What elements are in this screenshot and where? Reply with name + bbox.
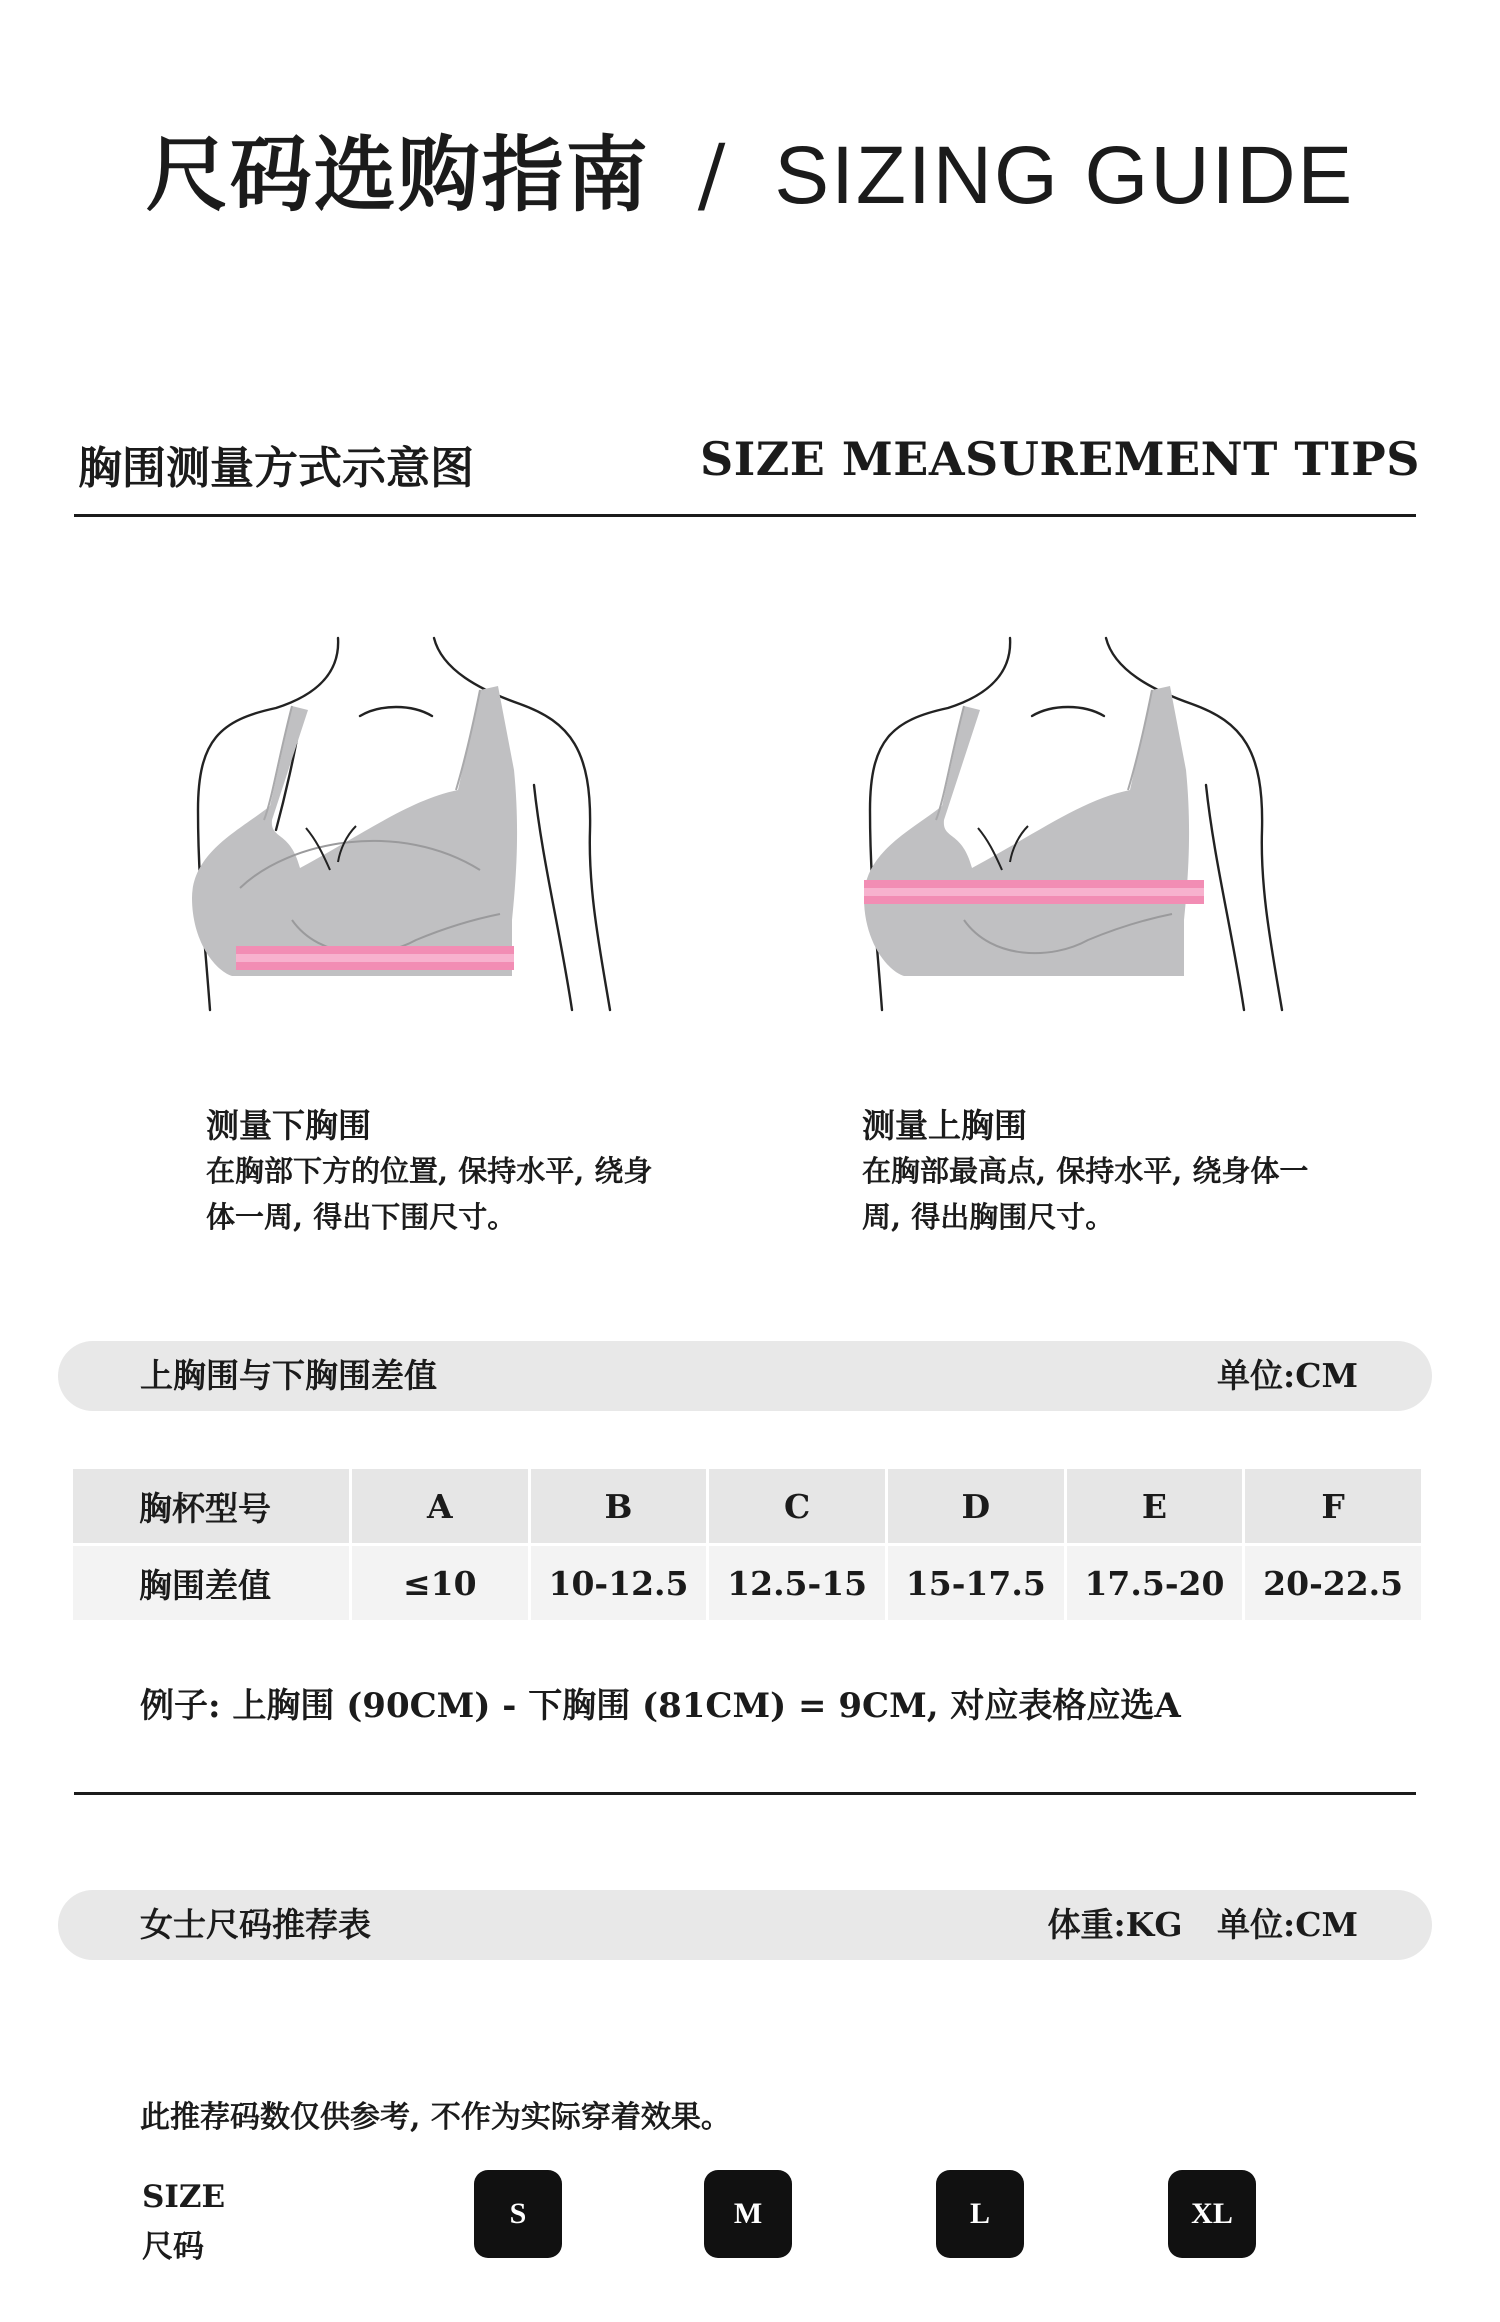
size-chip-s[interactable]: S — [474, 2170, 562, 2258]
size-label-zh: 尺码 — [142, 2229, 204, 2265]
bust-measure-illustration — [852, 630, 1322, 1020]
difference-cell: 20-22.5 — [1245, 1546, 1421, 1620]
row-header-difference: 胸围差值 — [73, 1546, 349, 1620]
recommend-note: 此推荐码数仅供参考, 不作为实际穿着效果。 — [140, 2100, 731, 2135]
difference-cell: 12.5-15 — [709, 1546, 885, 1620]
size-row-label — [142, 2172, 225, 2272]
difference-title: 上胸围与下胸围差值 — [140, 1356, 437, 1395]
difference-example: 例子: 上胸围 (90CM) - 下胸围 (81CM) = 9CM, 对应表格应选A — [140, 1686, 1181, 1726]
recommend-title: 女士尺码推荐表 — [140, 1905, 371, 1944]
section-divider — [74, 514, 1416, 517]
length-unit: 单位:CM — [1217, 1905, 1358, 1944]
cup-cell: F — [1245, 1469, 1421, 1543]
cup-cell: E — [1067, 1469, 1243, 1543]
title-zh: 尺码选购指南 — [145, 127, 650, 223]
measurement-section-title-zh: 胸围测量方式示意图 — [78, 443, 474, 494]
title-en: SIZING GUIDE — [774, 130, 1355, 221]
difference-cell: ≤10 — [352, 1546, 528, 1620]
size-label-en: SIZE — [142, 2179, 226, 2215]
cup-cell: B — [531, 1469, 707, 1543]
difference-cell: 15-17.5 — [888, 1546, 1064, 1620]
row-header-cup: 胸杯型号 — [73, 1469, 349, 1543]
section-divider — [74, 1792, 1416, 1795]
difference-unit: 单位:CM — [1217, 1356, 1358, 1395]
title-separator: / — [697, 128, 727, 223]
cup-cell: A — [352, 1469, 528, 1543]
bust-description: 在胸部最高点, 保持水平, 绕身体一周, 得出胸围尺寸。 — [862, 1154, 1309, 1234]
table-row — [73, 1469, 1421, 1543]
cup-size-table — [70, 1466, 1424, 1623]
cup-cell: C — [709, 1469, 885, 1543]
size-chip-m[interactable]: M — [704, 2170, 792, 2258]
cup-cell: D — [888, 1469, 1064, 1543]
underbust-description: 在胸部下方的位置, 保持水平, 绕身体一周, 得出下围尺寸。 — [206, 1154, 653, 1234]
difference-cell: 17.5-20 — [1067, 1546, 1243, 1620]
size-chip-xl[interactable]: XL — [1168, 2170, 1256, 2258]
table-row — [73, 1546, 1421, 1620]
underbust-title: 测量下胸围 — [206, 1106, 371, 1145]
recommend-units — [1048, 1890, 1359, 1960]
bust-title: 测量上胸围 — [862, 1106, 1027, 1145]
page-title — [0, 110, 1500, 227]
underbust-measure-illustration — [180, 630, 650, 1020]
measurement-section-title-en: SIZE MEASUREMENT TIPS — [699, 432, 1420, 486]
weight-unit: 体重:KG — [1047, 1905, 1183, 1944]
size-chip-l[interactable]: L — [936, 2170, 1024, 2258]
difference-cell: 10-12.5 — [531, 1546, 707, 1620]
